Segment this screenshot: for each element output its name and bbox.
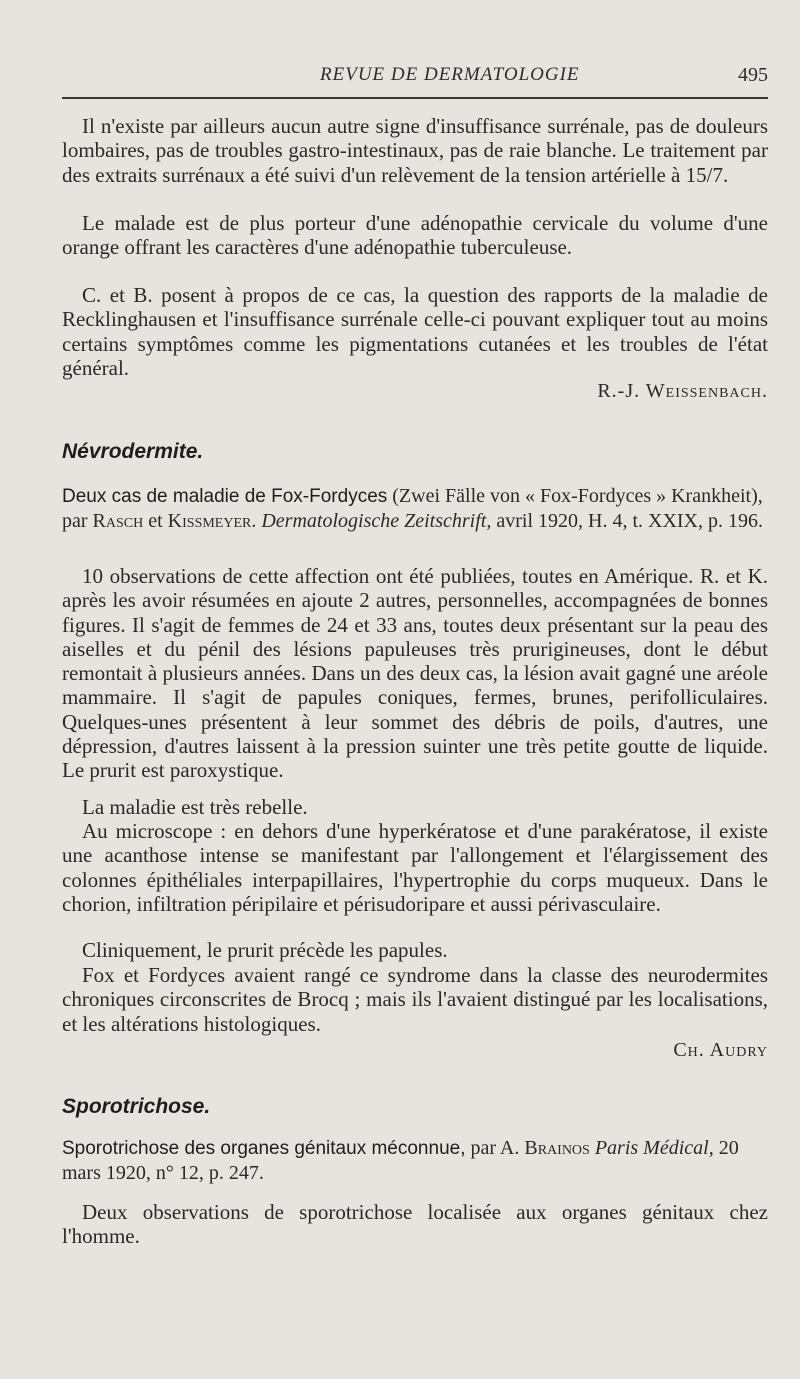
- reference-fox-fordyces: [62, 484, 768, 534]
- section-heading-nevrodermite: Névrodermite.: [62, 440, 204, 463]
- signature-audry: Ch. Audry: [673, 1039, 768, 1061]
- reference-details: avril 1920, H. 4, t. XXIX, p. 196.: [491, 510, 763, 533]
- prev-paragraph-3: C. et B. posent à propos de ce cas, la question des rapports de la maladie de Recklinghausen et l'insuffisance surrénale celle-ci pouvant expliquer tout au moins certains symptômes comme les pigmentations cutanées et les troubles de l'état général.: [62, 283, 768, 380]
- paragraph-fox-fordyces: Fox et Fordyces avaient rangé ce syndrome dans la classe des neurodermites chroniques circonscrites de Brocq ; mais ils l'avaient distingué par les localisations, et les altérations histologiques.: [62, 963, 768, 1036]
- reference-sporotrichose: [62, 1136, 768, 1186]
- reference-journal: Dermatologische Zeitschrift,: [261, 510, 492, 533]
- section-heading-sporotrichose: Sporotrichose.: [62, 1095, 211, 1118]
- prev-paragraph-2: Le malade est de plus porteur d'une adénopathie cervicale du volume d'une orange offrant les caractères d'une adénopathie tuberculeuse.: [62, 211, 768, 260]
- prev-signature: R.-J. Weissenbach.: [597, 380, 768, 402]
- paragraph-observations: 10 observations de cette affection ont été publiées, toutes en Amérique. R. et K. après les avoir résumées en ajoute 2 autres, personnelles, accompagnées de bonnes figures. Il s'agit de femmes de 24 et 33 ans, toutes deux présentant sur la peau des aiselles et du pénil des lésions papuleuses très prurigineuses, dont le début remontait à plusieurs années. Dans un des deux cas, la lésion avait gagné une aréole mammaire. Il s'agit de papules coniques, fermes, brunes, perifolliculaires. Quelques-unes présentent à leur sommet des débris de poils, d'autres, une dépression, d'autres laissent à la pression suinter une très petite goutte de liquide. Le prurit est paroxystique.: [62, 564, 768, 783]
- paragraph-microscope: Au microscope : en dehors d'une hyperkératose et d'une parakératose, il existe une acanthose intense se manifestant par l'allongement et l'élargissement des colonnes épithéliales interpapillaires, l'hypertrophie du corps muqueux. Dans le chorion, infiltration péripilaire et périsudoripare et aussi périvasculaire.: [62, 819, 768, 916]
- running-title: REVUE DE DERMATOLOGIE: [320, 64, 580, 85]
- reference-author: Rasch: [92, 510, 144, 533]
- reference-subtitle: (Zwei Fälle von « Fox-Fordyces » Krankheit), par: [62, 485, 763, 533]
- reference-journal: Paris Médical,: [594, 1137, 714, 1159]
- paragraph-rebelle: La maladie est très rebelle.: [82, 795, 308, 819]
- reference-title: Sporotrichose des organes génitaux méconnue,: [62, 1138, 466, 1159]
- reference-author: Kissmeyer: [167, 510, 252, 533]
- reference-prefix: par A.: [465, 1137, 525, 1159]
- reference-sep: .: [251, 510, 262, 533]
- reference-details: 20 mars 1920, n° 12, p. 247.: [62, 1137, 739, 1185]
- header-rule: [62, 97, 768, 99]
- prev-paragraph-1: Il n'existe par ailleurs aucun autre signe d'insuffisance surrénale, pas de douleurs lombaires, pas de troubles gastro-intestinaux, pas de raie blanche. Le traitement par des extraits surrénaux a été suivi d'un relèvement de la tension artérielle à 15/7.: [62, 114, 768, 187]
- page-number: 495: [738, 64, 768, 86]
- reference-and: et: [143, 510, 168, 533]
- paragraph-sporotrichose: Deux observations de sporotrichose localisée aux organes génitaux chez l'homme.: [62, 1200, 768, 1249]
- reference-author: Brainos: [524, 1137, 590, 1159]
- page-header: [62, 62, 768, 92]
- reference-title: Deux cas de maladie de Fox-Fordyces: [62, 486, 388, 507]
- paragraph-cliniquement: Cliniquement, le prurit précède les papules.: [82, 938, 448, 962]
